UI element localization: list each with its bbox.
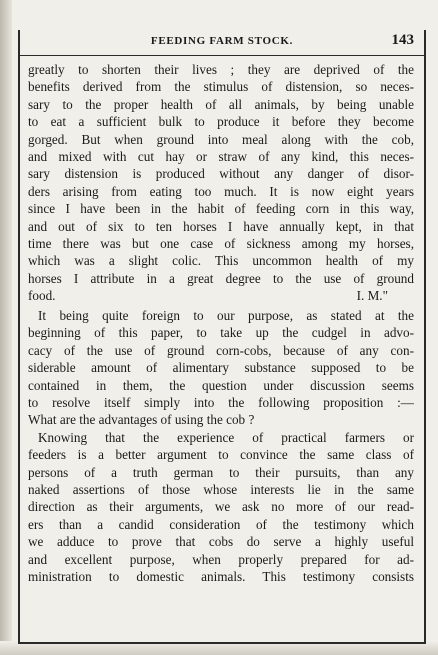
text-line: benefits derived from the stimulus of distension, so neces- — [28, 79, 414, 95]
text-line: ministration to domestic animals. This testimony consists — [28, 569, 414, 585]
text-line: sary to the proper health of all animals, by being unable — [28, 96, 414, 112]
signature-line — [28, 287, 414, 304]
text-line: siderable amount of alimentary substance supposed to be — [28, 360, 414, 376]
text-line: and mixed with cut hay or straw of any kind, this neces- — [28, 149, 414, 165]
text-line: to resolve itself simply into the following proposition :— — [28, 395, 414, 411]
text-line: greatly to shorten their lives ; they are deprived of the — [28, 62, 414, 77]
text-line: contained in them, the question under discussion seems — [28, 377, 414, 393]
page-header — [20, 33, 424, 55]
letter-paragraph — [28, 61, 414, 305]
text-line: naked assertions of those whose interests lie in the same — [28, 482, 414, 498]
text-line: and excellent purpose, when properly prepared for ad- — [28, 551, 414, 567]
text-line: It being quite foreign to our purpose, as stated at the — [38, 308, 414, 323]
text-line: What are the advantages of using the cob ? — [28, 412, 255, 428]
text-line: horses I attribute in a great degree to the use of ground — [28, 270, 414, 286]
text-line: which was a slight colic. This uncommon health of my — [28, 253, 414, 269]
text-line: time there was but one case of sickness among my horses, — [28, 236, 414, 252]
paragraph-2 — [28, 307, 414, 429]
text-line: we adduce to prove that cobs do serve a highly useful — [28, 534, 414, 550]
text-line: feeders is a better argument to convince the same class of — [28, 447, 414, 463]
text-line: beginning of this paper, to take up the cudgel in advo- — [28, 325, 414, 341]
paragraph-3 — [28, 429, 414, 586]
running-head: FEEDING FARM STOCK. — [150, 35, 294, 47]
text-line: persons of a truth german to their pursuits, than any — [28, 464, 414, 480]
body-text — [28, 307, 414, 586]
text-line: cacy of the use of ground corn-cobs, because of any con- — [28, 342, 414, 358]
page-number: 143 — [391, 32, 414, 48]
text-line: to eat a sufficient bulk to produce it before they become — [28, 114, 414, 130]
scan-shadow-left — [0, 0, 12, 655]
text-line: since I have been in the habit of feeding corn in this way, — [28, 201, 414, 217]
text-line: food. — [28, 288, 56, 304]
text-line: gorged. But when ground into meal along with the cob, — [28, 131, 414, 147]
text-line: sary distension is produced without any danger of disor- — [28, 166, 414, 182]
header-rule — [18, 55, 424, 56]
text-line: direction as their arguments, we ask no more of our read- — [28, 499, 414, 515]
text-line: Knowing that the experience of practical farmers or — [38, 429, 414, 445]
text-line: and out of six to ten horses I have annually kept, in that — [28, 218, 414, 234]
text-line: ders arising from eating too much. It is now eight years — [28, 183, 414, 199]
text-line: ers than a candid consideration of the testimony which — [28, 516, 414, 532]
signature: I. M." — [356, 288, 388, 304]
